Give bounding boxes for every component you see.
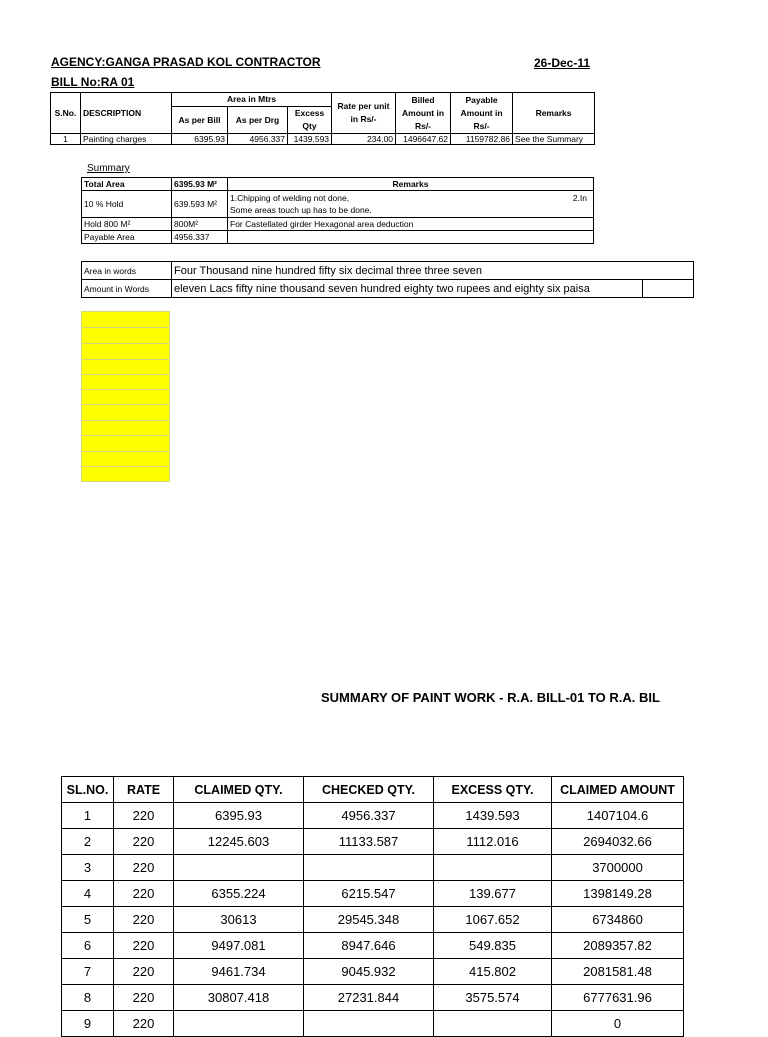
cell-as-per-drg: 4956.337 (228, 134, 288, 145)
area-words-value: Four Thousand nine hundred fifty six decimal three three seven (172, 262, 694, 280)
paint-cell: 549.835 (434, 933, 552, 959)
paint-cell: 6395.93 (174, 803, 304, 829)
paint-cell (434, 855, 552, 881)
yellow-cell (81, 389, 170, 405)
amount-words-value: eleven Lacs fifty nine thousand seven hundred eighty two rupees and eighty six paisa (172, 280, 643, 298)
paint-cell: 1 (62, 803, 114, 829)
paint-cell: 6355.224 (174, 881, 304, 907)
cell-rate: 234.00 (332, 134, 396, 145)
bill-date: 26-Dec-11 (534, 56, 591, 70)
header-area: Area in Mtrs (172, 93, 332, 107)
paint-cell: 6 (62, 933, 114, 959)
yellow-cell (81, 420, 170, 436)
summary-label-total-area: Total Area (82, 178, 172, 191)
area-words-label: Area in words (82, 262, 172, 280)
paint-header-cell: SL.NO. (62, 777, 114, 803)
summary-value-hold-800: 800M² (172, 218, 228, 231)
yellow-cell (81, 327, 170, 344)
paint-cell: 1398149.28 (552, 881, 684, 907)
summary-remark-hold-line2: Some areas touch up has to be done. (230, 205, 372, 215)
summary-remark-payable (228, 231, 594, 244)
paint-header-cell: RATE (114, 777, 174, 803)
summary-remark-hold-line1: 1.Chipping of welding not done, (230, 193, 350, 203)
yellow-cell (81, 451, 170, 467)
cell-as-per-bill: 6395.93 (172, 134, 228, 145)
header-as-per-drg: As per Drg (228, 107, 288, 134)
paint-cell: 1112.016 (434, 829, 552, 855)
paint-header-cell: CLAIMED QTY. (174, 777, 304, 803)
yellow-cell (81, 343, 170, 360)
paint-cell: 9 (62, 1011, 114, 1037)
paint-cell: 29545.348 (304, 907, 434, 933)
paint-cell: 6777631.96 (552, 985, 684, 1011)
paint-cell: 9045.932 (304, 959, 434, 985)
header-as-per-bill: As per Bill (172, 107, 228, 134)
summary-remark-hold-800: For Castellated girder Hexagonal area deduction (228, 218, 594, 231)
paint-cell: 220 (114, 907, 174, 933)
paint-cell: 8947.646 (304, 933, 434, 959)
paint-cell: 1439.593 (434, 803, 552, 829)
table-row (62, 855, 684, 881)
paint-cell: 220 (114, 933, 174, 959)
paint-cell: 220 (114, 959, 174, 985)
cell-description: Painting charges (81, 134, 172, 145)
paint-cell: 30613 (174, 907, 304, 933)
words-table (81, 261, 694, 298)
paint-cell: 3575.574 (434, 985, 552, 1011)
paint-cell: 220 (114, 803, 174, 829)
header-billed: Billed Amount in Rs/- (396, 93, 451, 134)
paint-cell: 220 (114, 1011, 174, 1037)
paint-cell: 4956.337 (304, 803, 434, 829)
paint-cell: 3700000 (552, 855, 684, 881)
yellow-cell (81, 466, 170, 482)
paint-cell: 2694032.66 (552, 829, 684, 855)
cell-billed: 1496647.62 (396, 134, 451, 145)
paint-cell: 2 (62, 829, 114, 855)
table-row (51, 134, 595, 145)
paint-cell: 11133.587 (304, 829, 434, 855)
paint-cell: 4 (62, 881, 114, 907)
amount-words-empty (643, 280, 694, 298)
table-row (62, 881, 684, 907)
table-row (62, 907, 684, 933)
table-row (62, 803, 684, 829)
paint-summary-table (61, 776, 684, 1037)
paint-header-cell: CHECKED QTY. (304, 777, 434, 803)
summary-label-payable: Payable Area (82, 231, 172, 244)
paint-cell: 1067.652 (434, 907, 552, 933)
paint-header-cell: CLAIMED AMOUNT (552, 777, 684, 803)
summary-value-hold: 639.593 M² (172, 191, 228, 218)
yellow-cell (81, 404, 170, 421)
paint-cell: 12245.603 (174, 829, 304, 855)
agency-title: AGENCY:GANGA PRASAD KOL CONTRACTOR (51, 55, 321, 69)
paint-cell: 415.802 (434, 959, 552, 985)
summary-table (81, 177, 594, 244)
summary-remark-hold (228, 191, 594, 218)
table-row (62, 985, 684, 1011)
yellow-cell (81, 374, 170, 390)
summary-remarks-header: Remarks (228, 178, 594, 191)
paint-cell: 0 (552, 1011, 684, 1037)
paint-cell: 1407104.6 (552, 803, 684, 829)
cell-sno: 1 (51, 134, 81, 145)
summary-label-hold-800: Hold 800 M² (82, 218, 172, 231)
paint-cell: 2089357.82 (552, 933, 684, 959)
header-excess-qty: Excess Qty (288, 107, 332, 134)
summary-value-payable: 4956.337 (172, 231, 228, 244)
paint-cell: 139.677 (434, 881, 552, 907)
paint-cell: 27231.844 (304, 985, 434, 1011)
paint-cell: 6734860 (552, 907, 684, 933)
paint-cell: 6215.547 (304, 881, 434, 907)
paint-cell: 220 (114, 855, 174, 881)
cell-remarks: See the Summary (513, 134, 595, 145)
paint-cell: 220 (114, 881, 174, 907)
paint-cell: 30807.418 (174, 985, 304, 1011)
paint-cell: 7 (62, 959, 114, 985)
paint-cell (304, 855, 434, 881)
paint-header-cell: EXCESS QTY. (434, 777, 552, 803)
paint-cell: 220 (114, 985, 174, 1011)
yellow-cell (81, 311, 170, 328)
summary-value-total-area: 6395.93 M² (172, 178, 228, 191)
header-payable: Payable Amount in Rs/- (451, 93, 513, 134)
table-row (62, 829, 684, 855)
table-row (62, 959, 684, 985)
paint-cell: 9497.081 (174, 933, 304, 959)
paint-cell (174, 855, 304, 881)
paint-cell: 9461.734 (174, 959, 304, 985)
header-description: DESCRIPTION (81, 93, 172, 134)
paint-cell: 3 (62, 855, 114, 881)
yellow-cell (81, 435, 170, 452)
table-row (62, 933, 684, 959)
amount-words-label: Amount in Words (82, 280, 172, 298)
summary-label-hold: 10 % Hold (82, 191, 172, 218)
header-rate: Rate per unit in Rs/- (332, 93, 396, 134)
paint-summary-title: SUMMARY OF PAINT WORK - R.A. BILL-01 TO R.A. BIL (321, 690, 660, 705)
paint-cell: 220 (114, 829, 174, 855)
paint-cell: 5 (62, 907, 114, 933)
summary-title: Summary (87, 163, 130, 174)
cell-excess-qty: 1439.593 (288, 134, 332, 145)
yellow-cell (81, 359, 170, 375)
bill-table (50, 92, 595, 145)
cell-payable: 1159782.86 (451, 134, 513, 145)
header-remarks: Remarks (513, 93, 595, 134)
paint-cell: 2081581.48 (552, 959, 684, 985)
summary-remark-hold-right: 2.In (572, 193, 587, 203)
header-sno: S.No. (51, 93, 81, 134)
bill-number: BILL No:RA 01 (51, 75, 135, 89)
paint-cell: 8 (62, 985, 114, 1011)
